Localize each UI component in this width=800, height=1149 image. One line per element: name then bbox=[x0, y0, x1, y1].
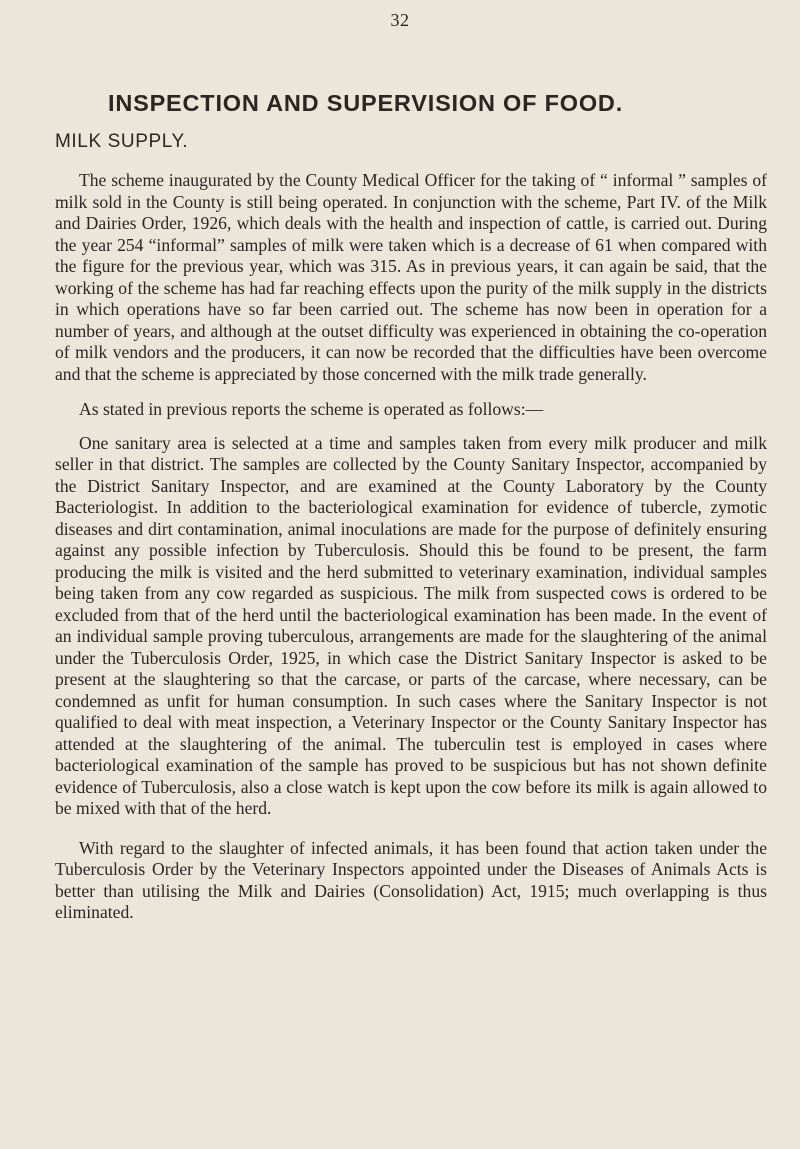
page-number: 32 bbox=[390, 10, 410, 30]
paragraph-operation-intro: As stated in previous reports the scheme is operated as follows:— bbox=[79, 399, 544, 419]
paragraph-scheme: The scheme inaugurated by the County Medical Officer for the taking of “ informal ” samples of milk sold in the County is still being operated. In conjunction with the scheme, Part IV. of the Milk and Dairies Order, 1926, which deals with the health and inspection of cattle, is carried out. During the year 254 “informal” samples of milk were taken which is a decrease of 61 when compared with the figure for the previous year, which was 315. As in previous years, it can again be said, that the working of the scheme has had far reaching effects upon the purity of the milk supply in the districts in which operations have so far been carried out. The scheme has now been in operation for a number of years, and although at the outset difficulty was experienced in obtaining the co-operation of milk vendors and the producers, it can now be recorded that the difficulties have been overcome and that the scheme is appreciated by those concerned with the milk trade generally. bbox=[55, 170, 767, 384]
section-heading: MILK SUPPLY. bbox=[55, 131, 189, 152]
paragraph-procedure: One sanitary area is selected at a time and samples taken from every milk producer and milk seller in that district. The samples are collected by the County Sanitary Inspector, accompanied by the District Sanitary Inspector, and are examined at the County Laboratory by the County Bacteriologist. In addition to the bacteriological examination for evidence of tubercle, zymotic diseases and dirt contamination, animal inoculations are made for the purpose of definitely ensuring against any possible infection by Tuberculosis. Should this be found to be present, the farm producing the milk is visited and the herd submitted to veterinary examination, individual samples being taken from any cow regarded as suspicious. The milk from suspected cows is ordered to be excluded from that of the herd until the bacteriological examination has been made. In the event of an individual sample proving tuberculous, arrangements are made for the slaughtering of the animal under the Tuberculosis Order, 1925, in which case the District Sanitary Inspector is asked to be present at the slaughtering so that the carcase, or parts of the carcase, where necessary, can be condemned as unfit for human consumption. In such cases where the Sanitary Inspector is not qualified to deal with meat inspection, a Veterinary Inspector or the County Sanitary Inspector has attended at the slaughtering of the animal. The tuberculin test is employed in cases where bacteriological examination of the sample has proved to be suspicious but has not shown definite evidence of Tuberculosis, also a close watch is kept upon the cow before its milk is again allowed to be mixed with that of the herd. bbox=[55, 432, 767, 818]
body-text bbox=[55, 170, 767, 938]
paragraph-slaughter: With regard to the slaughter of infected animals, it has been found that action taken under the Tuberculosis Order by the Veterinary Inspectors appointed under the Diseases of Animals Acts is better than utilising the Milk and Dairies (Consolidation) Act, 1915; much overlapping is thus eliminated. bbox=[55, 837, 767, 922]
page-title: INSPECTION AND SUPERVISION OF FOOD. bbox=[108, 90, 624, 116]
